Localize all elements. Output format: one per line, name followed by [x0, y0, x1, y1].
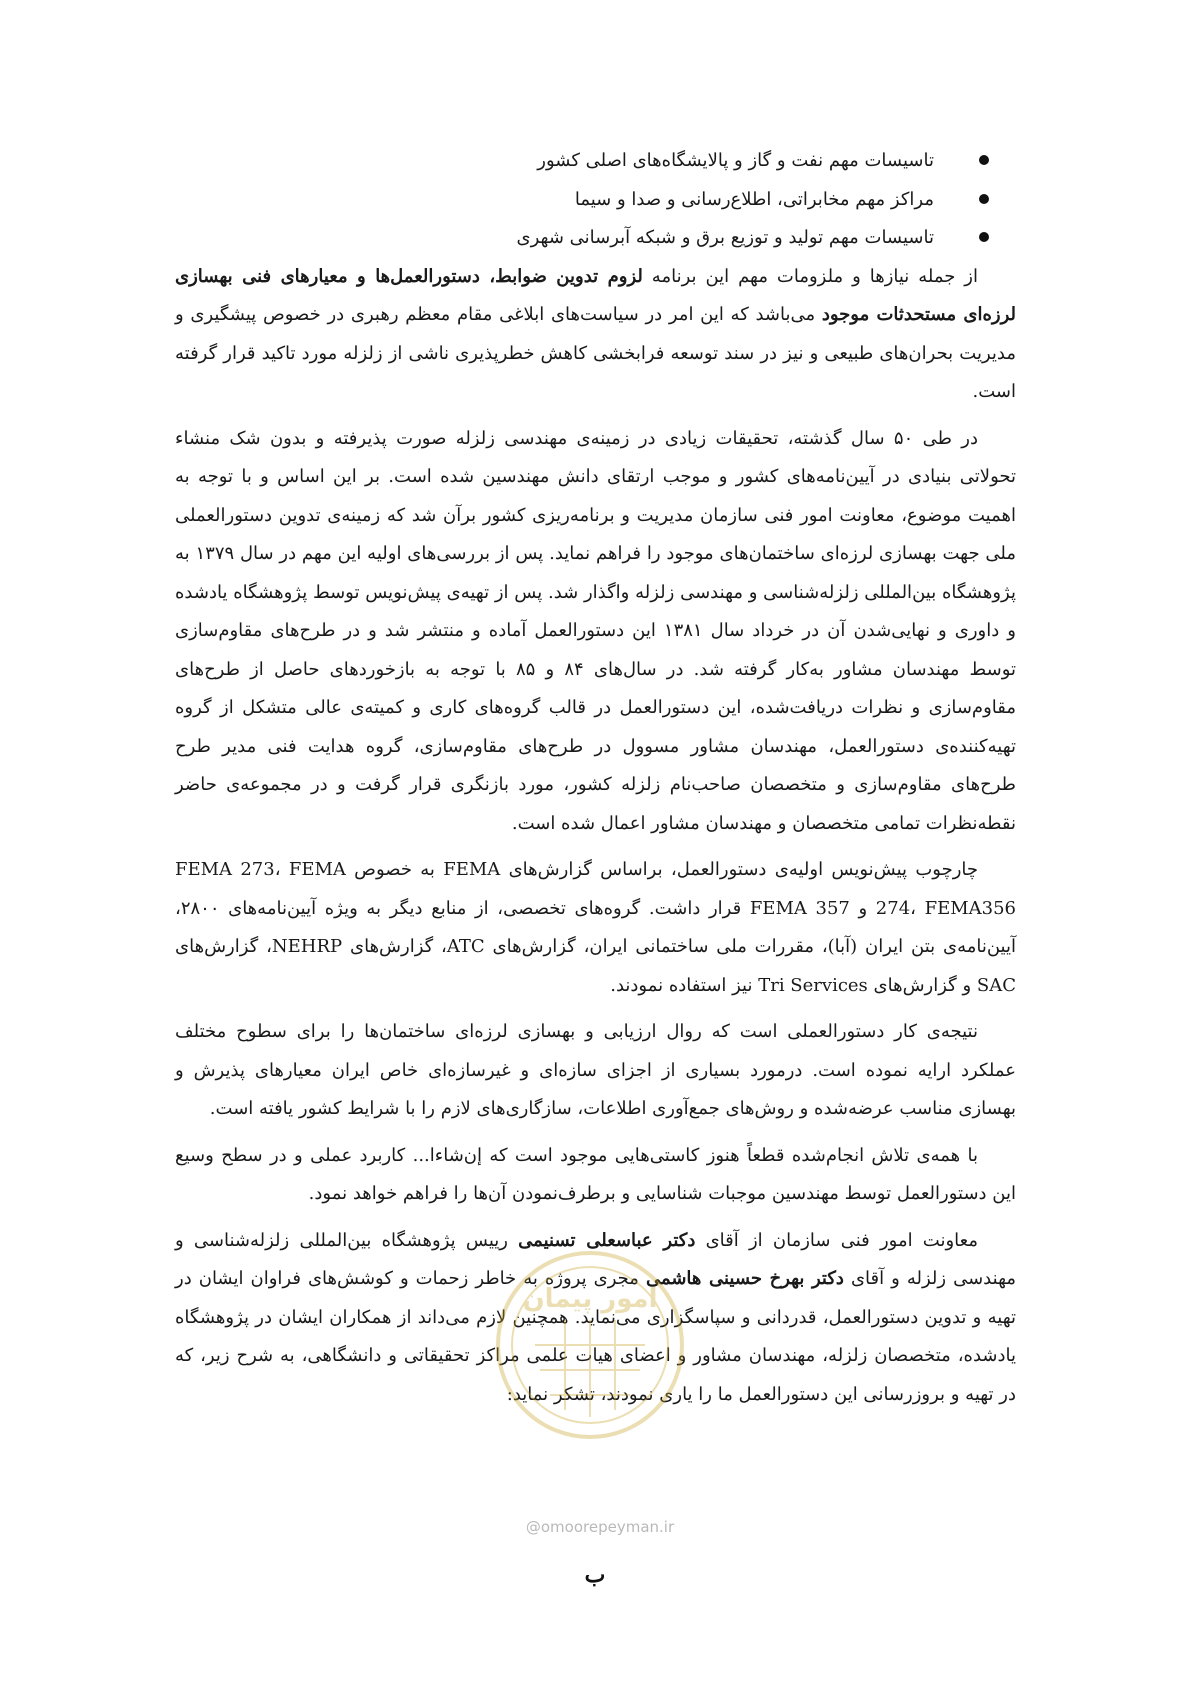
reference-fema: FEMA	[443, 859, 501, 880]
list-item	[175, 219, 989, 258]
paragraph-text: ، گزارش‌های	[342, 936, 447, 957]
bullet-text: تاسیسات مهم تولید و توزیع برق و شبکه آبرسانی شهری	[516, 227, 934, 248]
paragraph-requirements	[175, 258, 1016, 412]
paragraph-text: مجری پروژه به خاطر زحمات و کوشش‌های فراوان ایشان در تهیه و تدوین دستورالعمل، قدردانی و سپاسگزاری می‌نماید. همچنین لازم می‌داند از همکاران ایشان در پژوهشگاه یادشده، متخصصان زلزله، مهندسان مشاور و اعضای هیات علمی مراکز تحقیقاتی و دانشگاهی، به شرح زیر، که در تهیه و بروزرسانی این دستورالعمل ما را یاری نمودند، تشکر نماید:	[175, 1268, 1016, 1405]
paragraph-text: ،	[274, 859, 289, 880]
paragraph-text: می‌باشد که این امر در سیاست‌های ابلاغی مقام معظم رهبری در خصوص پیشگیری و مدیریت بحران‌های طبیعی و نیز در سند توسعه فرابخشی کاهش خطرپذیری ناشی از زلزله مورد تاکید قرار گرفته است.	[175, 304, 1016, 402]
reference-atc: ATC	[446, 936, 485, 957]
person-name: دکتر عباسعلی تسنیمی	[518, 1229, 696, 1251]
reference-fema-357: FEMA 357	[749, 897, 850, 919]
reference-fema-356: FEMA356	[924, 897, 1017, 919]
paragraph-text: و گزارش‌های	[867, 974, 977, 996]
paragraph-text: قرار داشت. گروه‌های تخصصی، از منابع دیگر به ویژه آیین‌نامه‌های ۲۸۰۰، آیین‌نامه‌ی بتن ایران (آبا)، مقررات ملی ساختمانی ایران، گزارش‌های	[175, 897, 1017, 957]
bullet-text: تاسیسات مهم نفت و گاز و پالایشگاه‌های اصلی کشور	[537, 150, 934, 171]
reference-fema-273: FEMA 273	[175, 859, 275, 880]
page-content	[175, 142, 1016, 1422]
reference-nehrp: NEHRP	[271, 936, 343, 957]
paragraph-text: و	[849, 897, 876, 919]
paragraph-shortcomings: با همه‌ی تلاش انجام‌شده قطعاً هنوز کاستی‌هایی موجود است که إن‌شاءا... کاربرد عملی و در سطح وسیع این دستورالعمل توسط مهندسین موجبات شناسایی و برطرف‌نمودن آن‌ها را فراهم خواهد نمود.	[175, 1144, 1016, 1204]
paragraph-text: چارچوب پیش‌نویس اولیه‌ی دستورالعمل، براساس گزارش‌های	[500, 859, 979, 880]
paragraph-text: رییس پژوهشگاه بین‌المللی زلزله‌شناسی و مهندسی زلزله و آقای	[175, 1229, 1017, 1289]
paragraph-text: به خصوص	[345, 859, 444, 880]
watermark-url-text: omoorepeyman.ir	[540, 1518, 675, 1536]
bullet-icon	[979, 155, 989, 165]
person-name: دکتر بهرخ حسینی هاشمی	[645, 1268, 844, 1289]
bullet-icon	[979, 194, 989, 204]
paragraph-emphasis: لزوم تدوین ضوابط، دستورالعمل‌ها و معیارهای فنی بهسازی لرزه‌ای مستحدثات موجود	[175, 265, 1016, 325]
bullet-text: مراکز مهم مخابراتی، اطلاع‌رسانی و صدا و سیما	[574, 188, 934, 210]
paragraph-acknowledgements	[175, 1222, 1016, 1415]
paragraph-text: ، گزارش‌های	[175, 936, 272, 957]
list-item	[175, 181, 989, 220]
reference-sac: SAC	[976, 974, 1016, 996]
paragraph-text: نیز استفاده نمودند.	[610, 974, 759, 996]
list-item	[175, 142, 989, 181]
reference-fema-274: FEMA 274	[288, 859, 911, 919]
paragraph-text: ،	[910, 897, 925, 919]
paragraph-sources	[175, 851, 1016, 1005]
paragraph-results: نتیجه‌ی کار دستورالعملی است که روال ارزیابی و بهسازی لرزه‌ای ساختمان‌ها را برای سطوح مختلف عملکرد ارایه نموده است. درمورد بسیاری از اجزای سازه‌ای و غیرسازه‌ای خاص ایران معیارهای پذیرش و بهسازی مناسب عرضه‌شده و روش‌های جمع‌آوری اطلاعات، سازگاری‌های لازم را با شرایط کشور یافته است.	[175, 1021, 1016, 1119]
paragraph-history: در طی ۵۰ سال گذشته، تحقیقات زیادی در زمینه‌ی مهندسی زلزله صورت پذیرفته و بدون شک منشاء تحولاتی بنیادی در آیین‌نامه‌های کشور و موجب ارتقای دانش مهندسین شده است. بر این اساس و با توجه به اهمیت موضوع، معاونت امور فنی سازمان مدیریت و برنامه‌ریزی کشور برآن شد که زمینه‌ی تدوین دستورالعملی ملی جهت بهسازی لرزه‌ای ساختمان‌های موجود را فراهم نماید. پس از بررسی‌های اولیه این مهم در سال ۱۳۷۹ به پژوهشگاه بین‌المللی زلزله‌شناسی و مهندسی زلزله واگذار شد. پس از تهیه‌ی پیش‌نویس توسط پژوهشگاه یادشده و داوری و نهایی‌شدن آن در خرداد سال ۱۳۸۱ این دستورالعمل آماده و منتشر شد و در طرح‌های مقاوم‌سازی توسط مهندسان مشاور به‌کار گرفته شد. در سال‌های ۸۴ و ۸۵ با توجه به بازخوردهای حاصل از طرح‌های مقاوم‌سازی و نظرات دریافت‌شده، این دستورالعمل در قالب گروه‌های کاری و کمیته‌ی عالی متشکل از گروه تهیه‌کننده‌ی دستورالعمل، مهندسان مشاور مسوول در طرح‌های مقاوم‌سازی، گروه هدایت فنی مدیر طرح طرح‌های مقاوم‌سازی و متخصصان صاحب‌نام زلزله کشور، مورد بازنگری قرار گرفت و در مجموعه‌ی حاضر نقطه‌نظرات تمامی متخصصان و مهندسان مشاور اعمال شده است.	[175, 427, 1017, 834]
page-number: ب	[584, 1562, 606, 1588]
paragraph-text: از جمله نیازها و ملزومات مهم این برنامه	[642, 265, 978, 287]
paragraph-text: معاونت امور فنی سازمان از آقای	[695, 1229, 978, 1251]
bullet-icon	[979, 232, 989, 242]
watermark-url: @omoorepeyman.ir	[525, 1518, 675, 1536]
bullet-list	[175, 142, 1016, 258]
reference-tri-services: Tri Services	[758, 974, 868, 996]
watermark-text: امور پیمان	[522, 1284, 658, 1314]
